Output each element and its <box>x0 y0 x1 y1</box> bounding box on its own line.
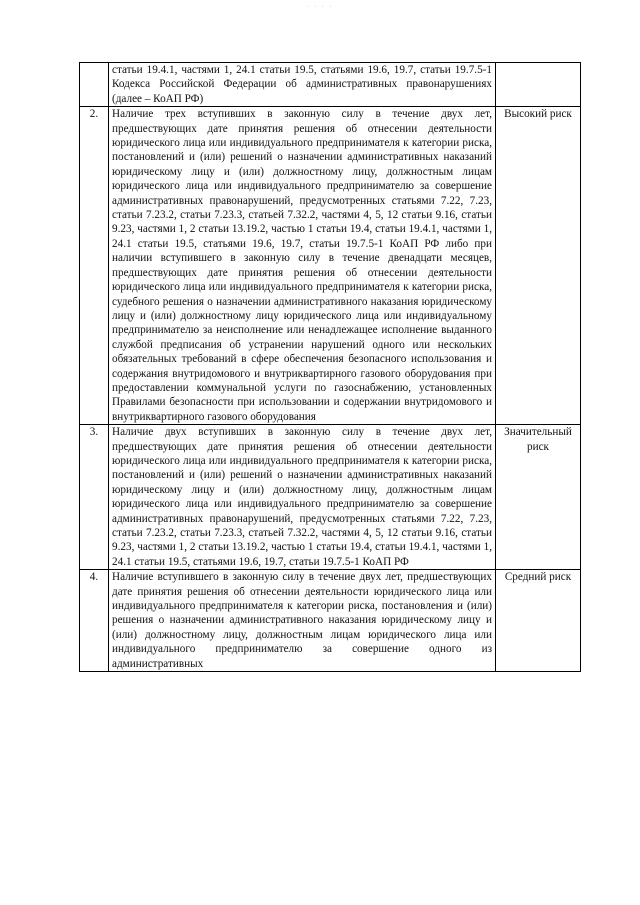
row-number <box>80 63 109 107</box>
table-row <box>80 425 581 570</box>
criterion-text: Наличие трех вступивших в законную силу в течение двух лет, предшествующих дате принятия решения об отнесении деятельности юридического лица или индивидуального предпринимателя к категории риска, постановлений и (или) решений о назначении административных наказаний юридическому лицу и (или) должностному лицу, должностным лицам юридического лица или индивидуального предпринимателю за совершение административных правонарушений, предусмотренных статьями 7.22, 7.23, статьи 7.23.2, статьи 7.23.3, статьей 7.32.2, частями 4, 5, 12 статьи 9.16, статьи 9.23, частями 1, 2 статьи 13.19.2, частью 1 статьи 19.4, статьи 19.4.1, частями 1, 24.1 статьи 19.5, статьями 19.6, 19.7, статьи 19.7.5-1 КоАП РФ либо при наличии вступившего в законную силу в течение двенадцати месяцев, предшествующих дате принятия решения об отнесении деятельности юридического лица или индивидуального предпринимателя к категории риска, судебного решения о назначении административного наказания юридическому лицу и (или) должностному лицу юридического лица или индивидуальному предпринимателю за неисполнение или ненадлежащее исполнение выданного службой предписания об устранении нарушений одного или нескольких обязательных требований в сфере обеспечения безопасного использования и содержания внутридомового и внутриквартирного газового оборудования при предоставлении коммунальной услуги по газоснабжению, установленных Правилами безопасности при использовании и содержании внутридомового и внутриквартирного газового оборудования <box>109 107 496 425</box>
risk-category: Значительный риск <box>496 425 581 570</box>
table-row <box>80 63 581 107</box>
row-number: 4. <box>80 570 109 672</box>
row-number: 3. <box>80 425 109 570</box>
criterion-text: Наличие двух вступивших в законную силу в течение двух лет, предшествующих дате принятия решения об отнесении деятельности юридического лица или индивидуального предпринимателя к категории риска, постановлений и (или) решений о назначении административных наказаний юридическому лицу и (или) должностному лицу, должностным лицам юридического лица или индивидуального предпринимателю за совершение административных правонарушений, предусмотренных статьями 7.22, 7.23, статьи 7.23.2, статьи 7.23.3, статьей 7.32.2, частями 4, 5, 12 статьи 9.16, статьи 9.23, частями 1, 2 статьи 13.19.2, частью 1 статьи 19.4, статьи 19.4.1, частями 1, 24.1 статьи 19.5, статьями 19.6, 19.7, статьи 19.7.5-1 КоАП РФ <box>109 425 496 570</box>
row-number: 2. <box>80 107 109 425</box>
risk-category <box>496 63 581 107</box>
risk-category: Средний риск <box>496 570 581 672</box>
table-row <box>80 570 581 672</box>
risk-category: Высокий риск <box>496 107 581 425</box>
table-row <box>80 107 581 425</box>
criterion-text: Наличие вступившего в законную силу в течение двух лет, предшествующих дате принятия решения об отнесении деятельности юридического лица или индивидуального предпринимателя к категории риска, постановления и (или) решения о назначении административного наказания юридическому лицу и (или) должностному лицу, должностным лицам юридического лица или индивидуального предпринимателю за совершение одного из административных <box>109 570 496 672</box>
risk-category-table <box>79 62 581 672</box>
criterion-text: статьи 19.4.1, частями 1, 24.1 статьи 19.5, статьями 19.6, 19.7, статьи 19.7.5-1 Кодекса Российской Федерации об административных правонарушениях (далее – КоАП РФ) <box>109 63 496 107</box>
page-mark: · · · · <box>306 4 334 10</box>
